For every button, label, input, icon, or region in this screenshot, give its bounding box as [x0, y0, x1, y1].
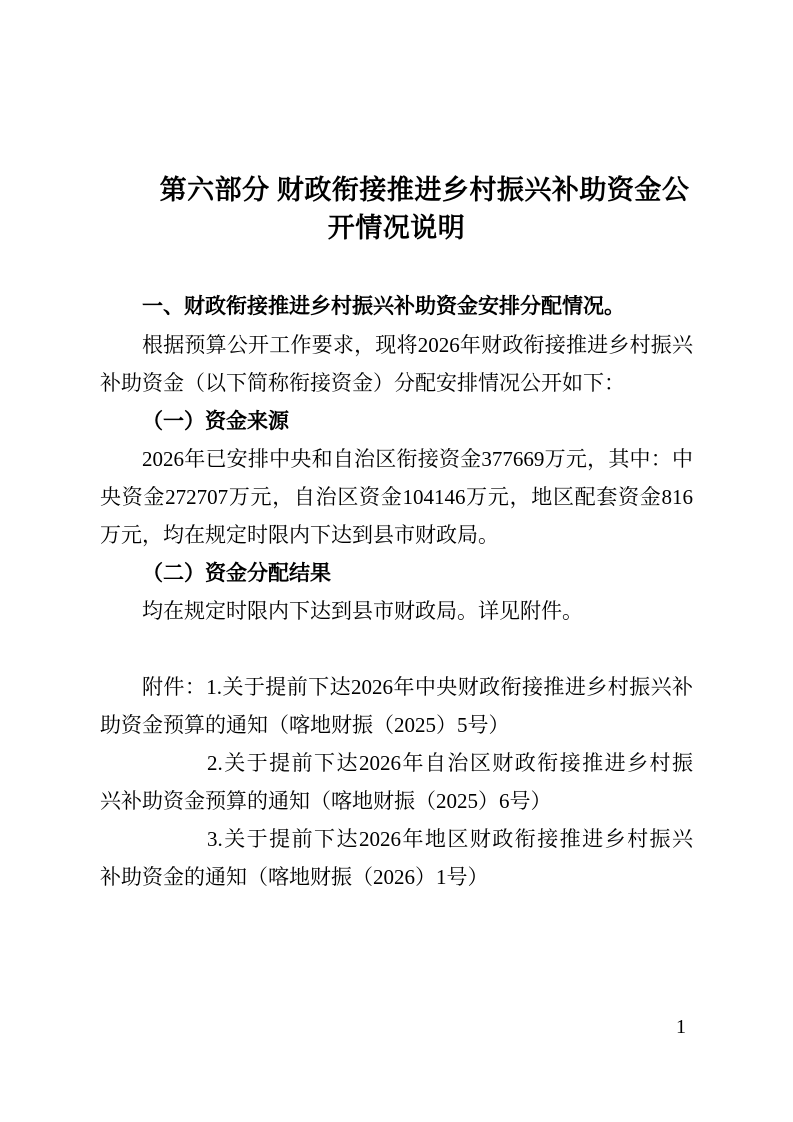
attachment-line-1-cont: 助资金预算的通知（喀地财振（2025）5号）	[100, 713, 510, 737]
subsection-heading-1: （一）资金来源	[142, 409, 289, 433]
attachment-line-2-cont: 兴补助资金预算的通知（喀地财振（2025）6号）	[100, 789, 552, 813]
blank-line	[100, 630, 693, 668]
section-heading-1: 一、财政衔接推进乡村振兴补助资金安排分配情况。	[142, 295, 625, 318]
body-line: 根据预算公开工作要求，现将2026年财政衔接推进乡村振兴	[142, 333, 693, 357]
page-number: 1	[676, 1016, 686, 1038]
body-line: 补助资金（以下简称衔接资金）分配安排情况公开如下：	[100, 371, 625, 395]
document-title-line-2: 开情况说明	[327, 213, 466, 243]
attachment-line-3: 3.关于提前下达2026年地区财政衔接推进乡村振兴	[207, 827, 693, 851]
body-line: 万元，均在规定时限内下达到县市财政局。	[100, 523, 499, 547]
document-title-line-1: 第六部分 财政衔接推进乡村振兴补助资金公	[159, 175, 690, 205]
body-line: 央资金272707万元，自治区资金104146万元，地区配套资金816	[100, 485, 693, 509]
attachment-line-2: 2.关于提前下达2026年自治区财政衔接推进乡村振	[207, 751, 693, 775]
attachment-line-1: 附件：1.关于提前下达2026年中央财政衔接推进乡村振兴补	[142, 675, 693, 699]
body-line: 均在规定时限内下达到县市财政局。详见附件。	[142, 599, 583, 623]
attachment-line-3-cont: 补助资金的通知（喀地财振（2026）1号）	[100, 865, 489, 889]
document-title	[100, 171, 693, 247]
subsection-heading-2: （二）资金分配结果	[142, 561, 331, 585]
document-body	[100, 288, 693, 896]
body-line: 2026年已安排中央和自治区衔接资金377669万元，其中：中	[142, 447, 693, 471]
